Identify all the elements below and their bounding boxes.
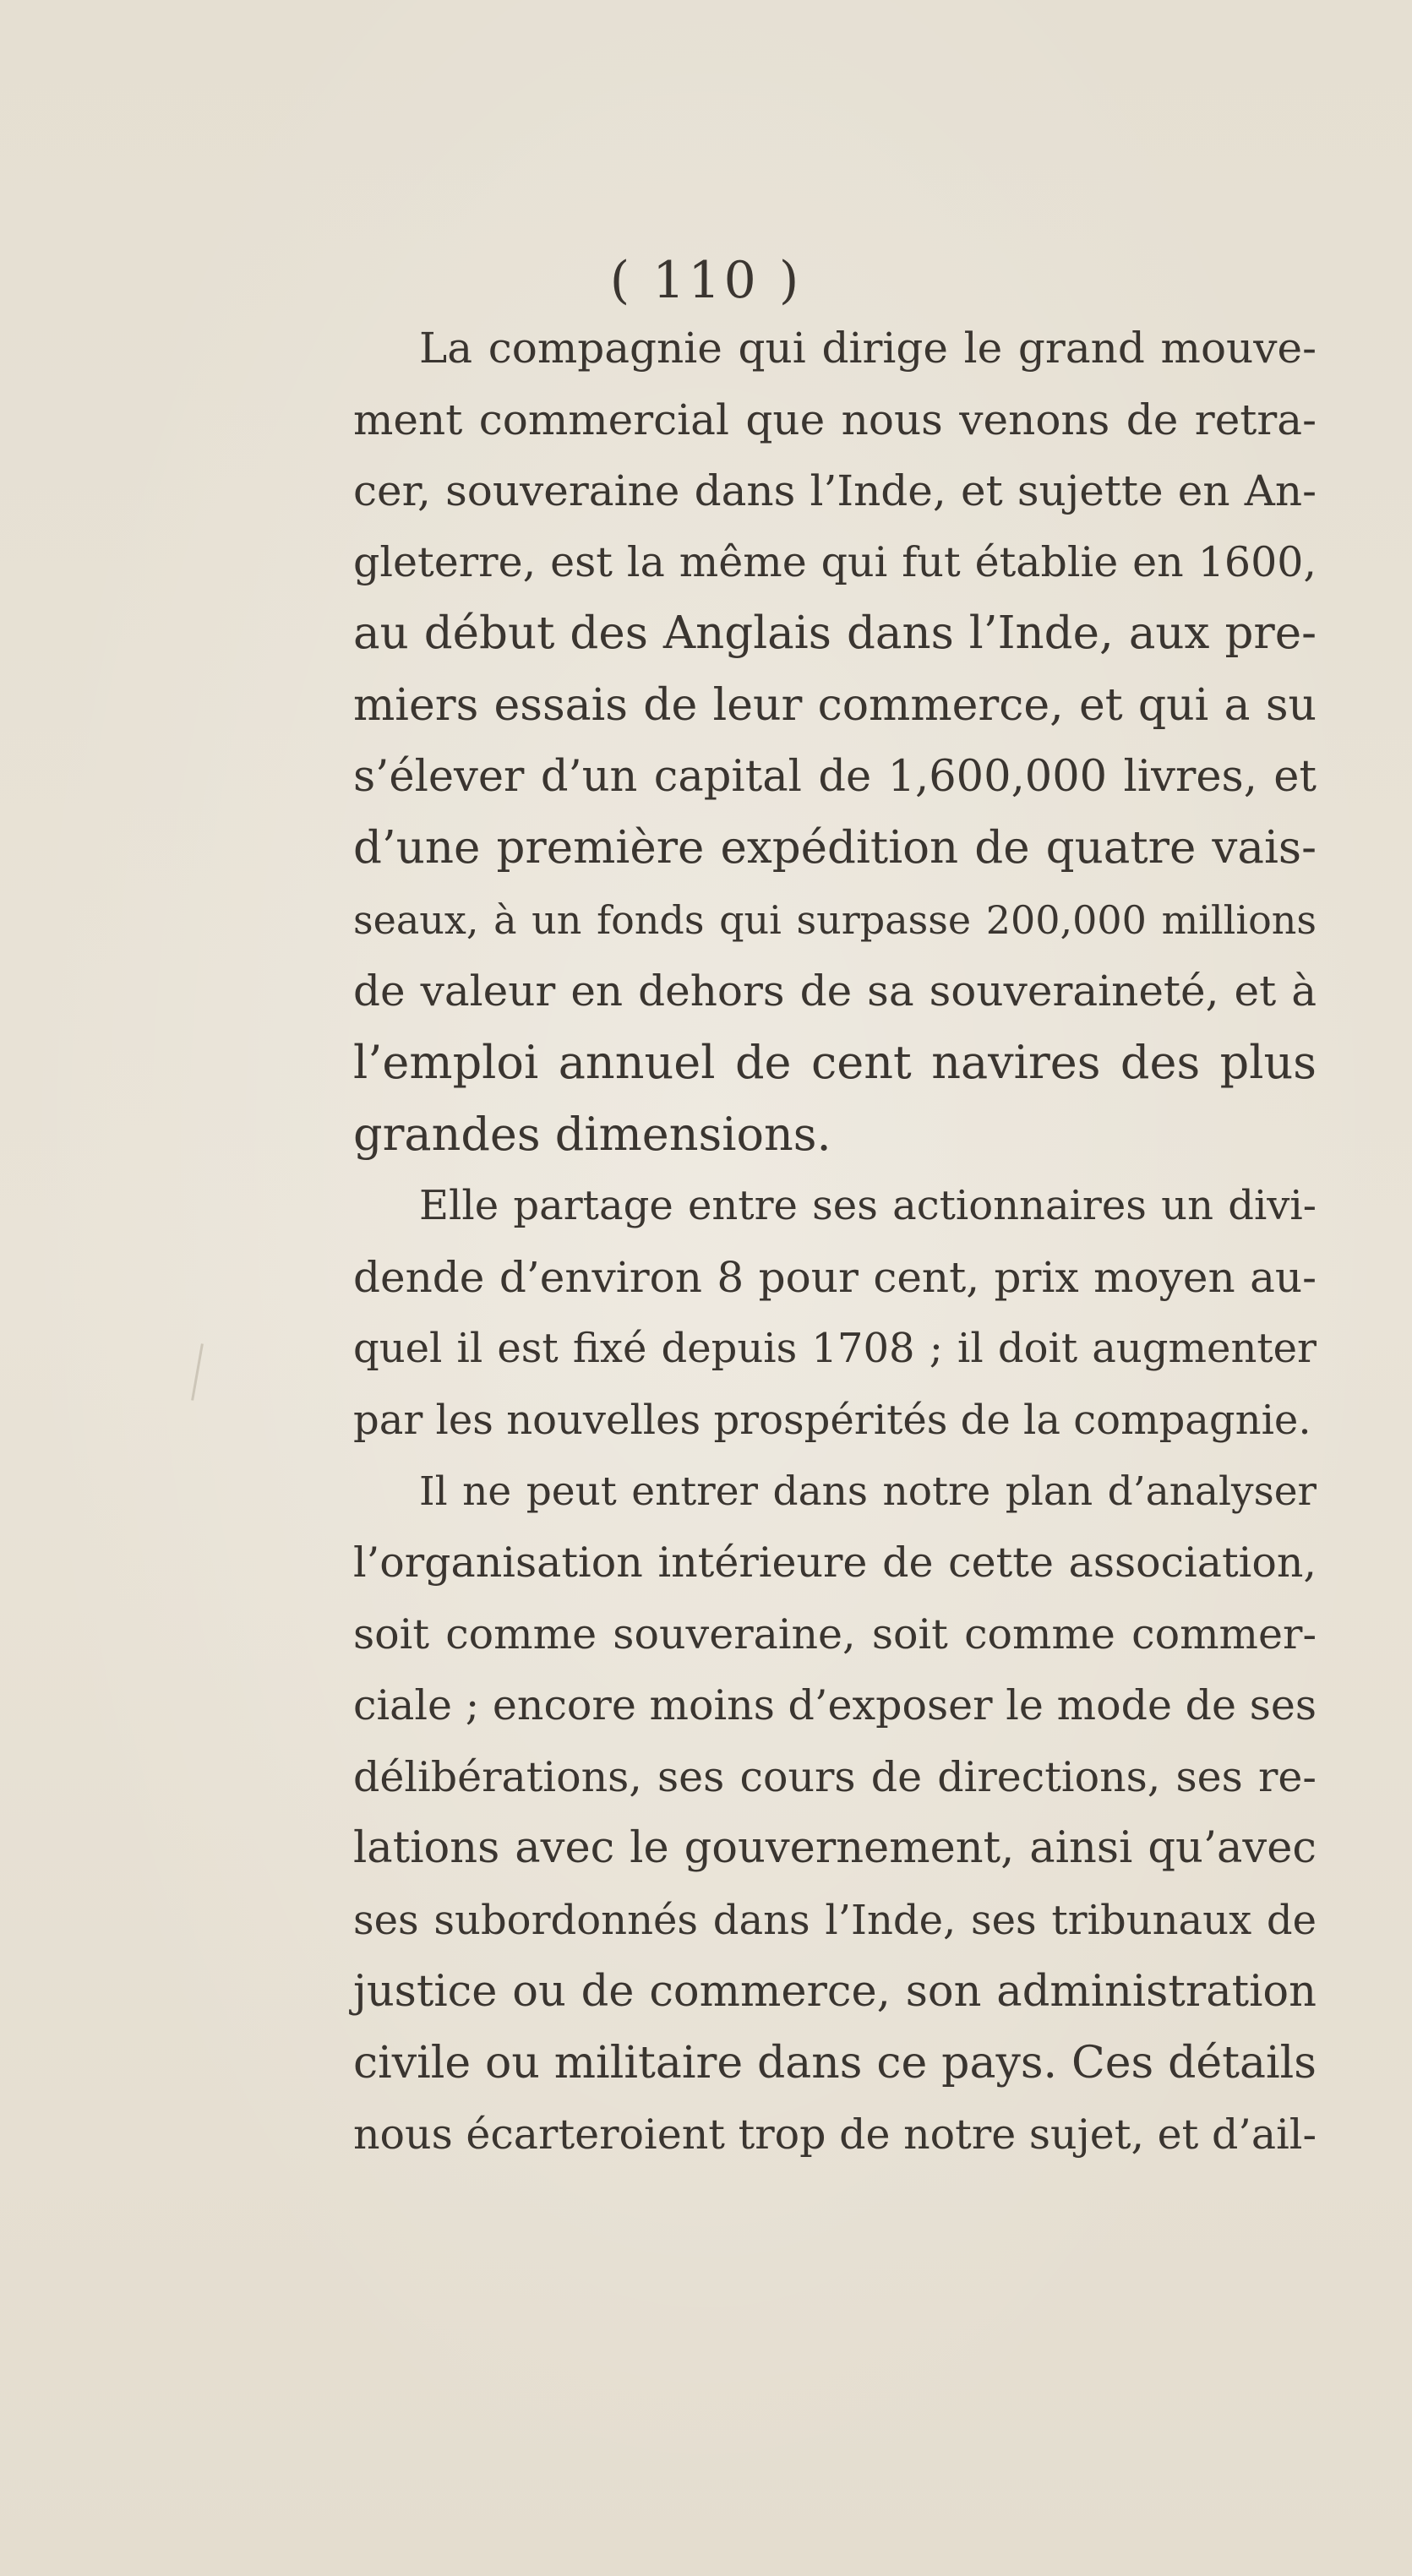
text-line: nous écarteroient trop de notre sujet, et d’ail- xyxy=(353,2110,1317,2159)
text-line: ciale ; encore moins d’exposer le mode de ses xyxy=(353,1681,1317,1730)
text-line: délibérations, ses cours de directions, ses re- xyxy=(353,1752,1317,1801)
text-line: Elle partage entre ses actionnaires un divi- xyxy=(419,1182,1317,1230)
body-text xyxy=(353,313,1317,2170)
text-line: dende d’environ 8 pour cent, prix moyen au- xyxy=(353,1252,1317,1302)
text-line: ses subordonnés dans l’Inde, ses tribunaux de xyxy=(353,1897,1317,1945)
text-line: gleterre, est la même qui fut établie en 1600, xyxy=(353,537,1317,586)
text-line: civile ou militaire dans ce pays. Ces détails xyxy=(353,2038,1317,2089)
text-line: s’élever d’un capital de 1,600,000 livres, et xyxy=(353,751,1317,802)
text-line: par les nouvelles prospérités de la compagnie. xyxy=(353,1396,1311,1444)
text-line: de valeur en dehors de sa souveraineté, et à xyxy=(353,967,1317,1016)
page-number: ( 110 ) xyxy=(609,251,803,310)
margin-mark xyxy=(191,1343,204,1400)
text-line: Il ne peut entrer dans notre plan d’analyser xyxy=(419,1468,1317,1515)
text-line: ment commercial que nous venons de retra- xyxy=(353,395,1317,444)
text-line: La compagnie qui dirige le grand mouve- xyxy=(419,324,1317,373)
text-line: soit comme souveraine, soit comme commer- xyxy=(353,1609,1317,1658)
text-line: quel il est fixé depuis 1708 ; il doit augmenter xyxy=(353,1325,1317,1373)
text-line: au début des Anglais dans l’Inde, aux pre- xyxy=(353,607,1317,660)
text-line: d’une première expédition de quatre vais- xyxy=(353,822,1317,874)
text-line: miers essais de leur commerce, et qui a su xyxy=(353,679,1317,731)
text-line: justice ou de commerce, son administration xyxy=(353,1966,1317,2017)
text-line: seaux, à un fonds qui surpasse 200,000 millions xyxy=(353,896,1317,943)
text-line: cer, souveraine dans l’Inde, et sujette en An- xyxy=(353,466,1317,516)
text-line: l’organisation intérieure de cette association, xyxy=(353,1539,1317,1588)
text-line: l’emploi annuel de cent navires des plus xyxy=(353,1035,1317,1089)
text-line: lations avec le gouvernement, ainsi qu’avec xyxy=(353,1823,1317,1874)
text-line: grandes dimensions. xyxy=(353,1107,831,1161)
